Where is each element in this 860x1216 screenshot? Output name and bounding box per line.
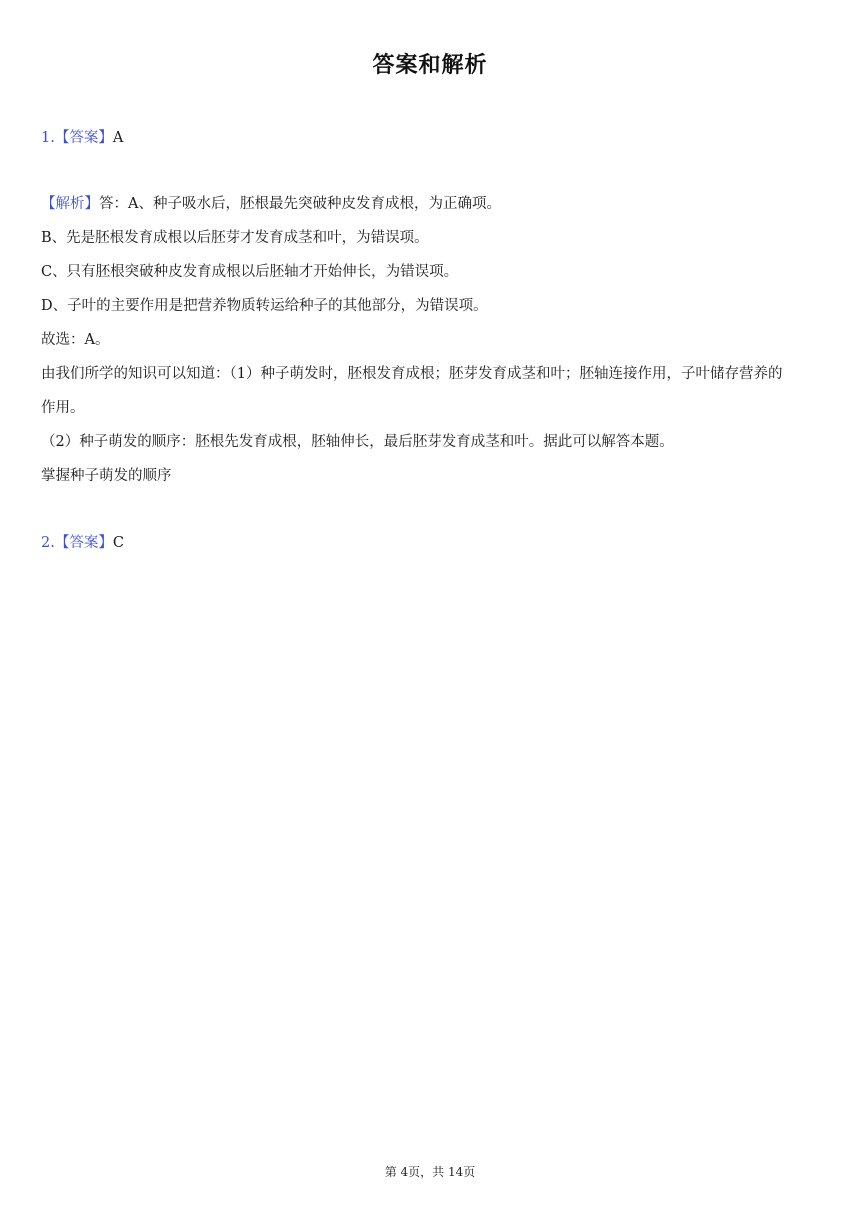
q2-answer-line (41, 533, 831, 553)
q1-analysis-text: 答：A、种子吸水后，胚根最先突破种皮发育成根，为正确项。 (99, 196, 501, 212)
q1-analysis-paragraph: 掌握种子萌发的顺序 (41, 468, 172, 484)
q2-number: 2. (41, 535, 55, 551)
q1-analysis-paragraph: （2）种子萌发的顺序：胚根先发育成根，胚轴伸长，最后胚芽发育成茎和叶。据此可以解答本题。 (41, 434, 674, 450)
q1-analysis-paragraph: 由我们所学的知识可以知道：（1）种子萌发时，胚根发育成根；胚芽发育成茎和叶；胚轴连接作用，子叶储存营养的 (41, 366, 783, 382)
q1-analysis-line (41, 194, 831, 214)
q1-analysis-paragraph: D、子叶的主要作用是把营养物质转运给种子的其他部分，为错误项。 (41, 298, 488, 314)
q2-answer-tag: 【答案】 (54, 535, 113, 551)
page-footer: 第 4页，共 14页 (384, 1165, 476, 1179)
q1-analysis-paragraph: 故选：A。 (41, 332, 110, 348)
page-title: 答案和解析 (372, 53, 488, 78)
q1-answer-line (41, 128, 831, 148)
q2-answer-value: C (112, 535, 124, 551)
q1-analysis-tag: 【解析】 (41, 196, 99, 212)
q1-analysis-paragraph: C、只有胚根突破种皮发育成根以后胚轴才开始伸长，为错误项。 (41, 264, 459, 280)
q1-answer-value: A (112, 130, 124, 146)
q1-number: 1. (41, 130, 55, 146)
q1-answer-tag: 【答案】 (54, 130, 113, 146)
q1-analysis-paragraph: 作用。 (41, 400, 85, 416)
q1-analysis-paragraph: B、先是胚根发育成根以后胚芽才发育成茎和叶，为错误项。 (41, 230, 429, 246)
